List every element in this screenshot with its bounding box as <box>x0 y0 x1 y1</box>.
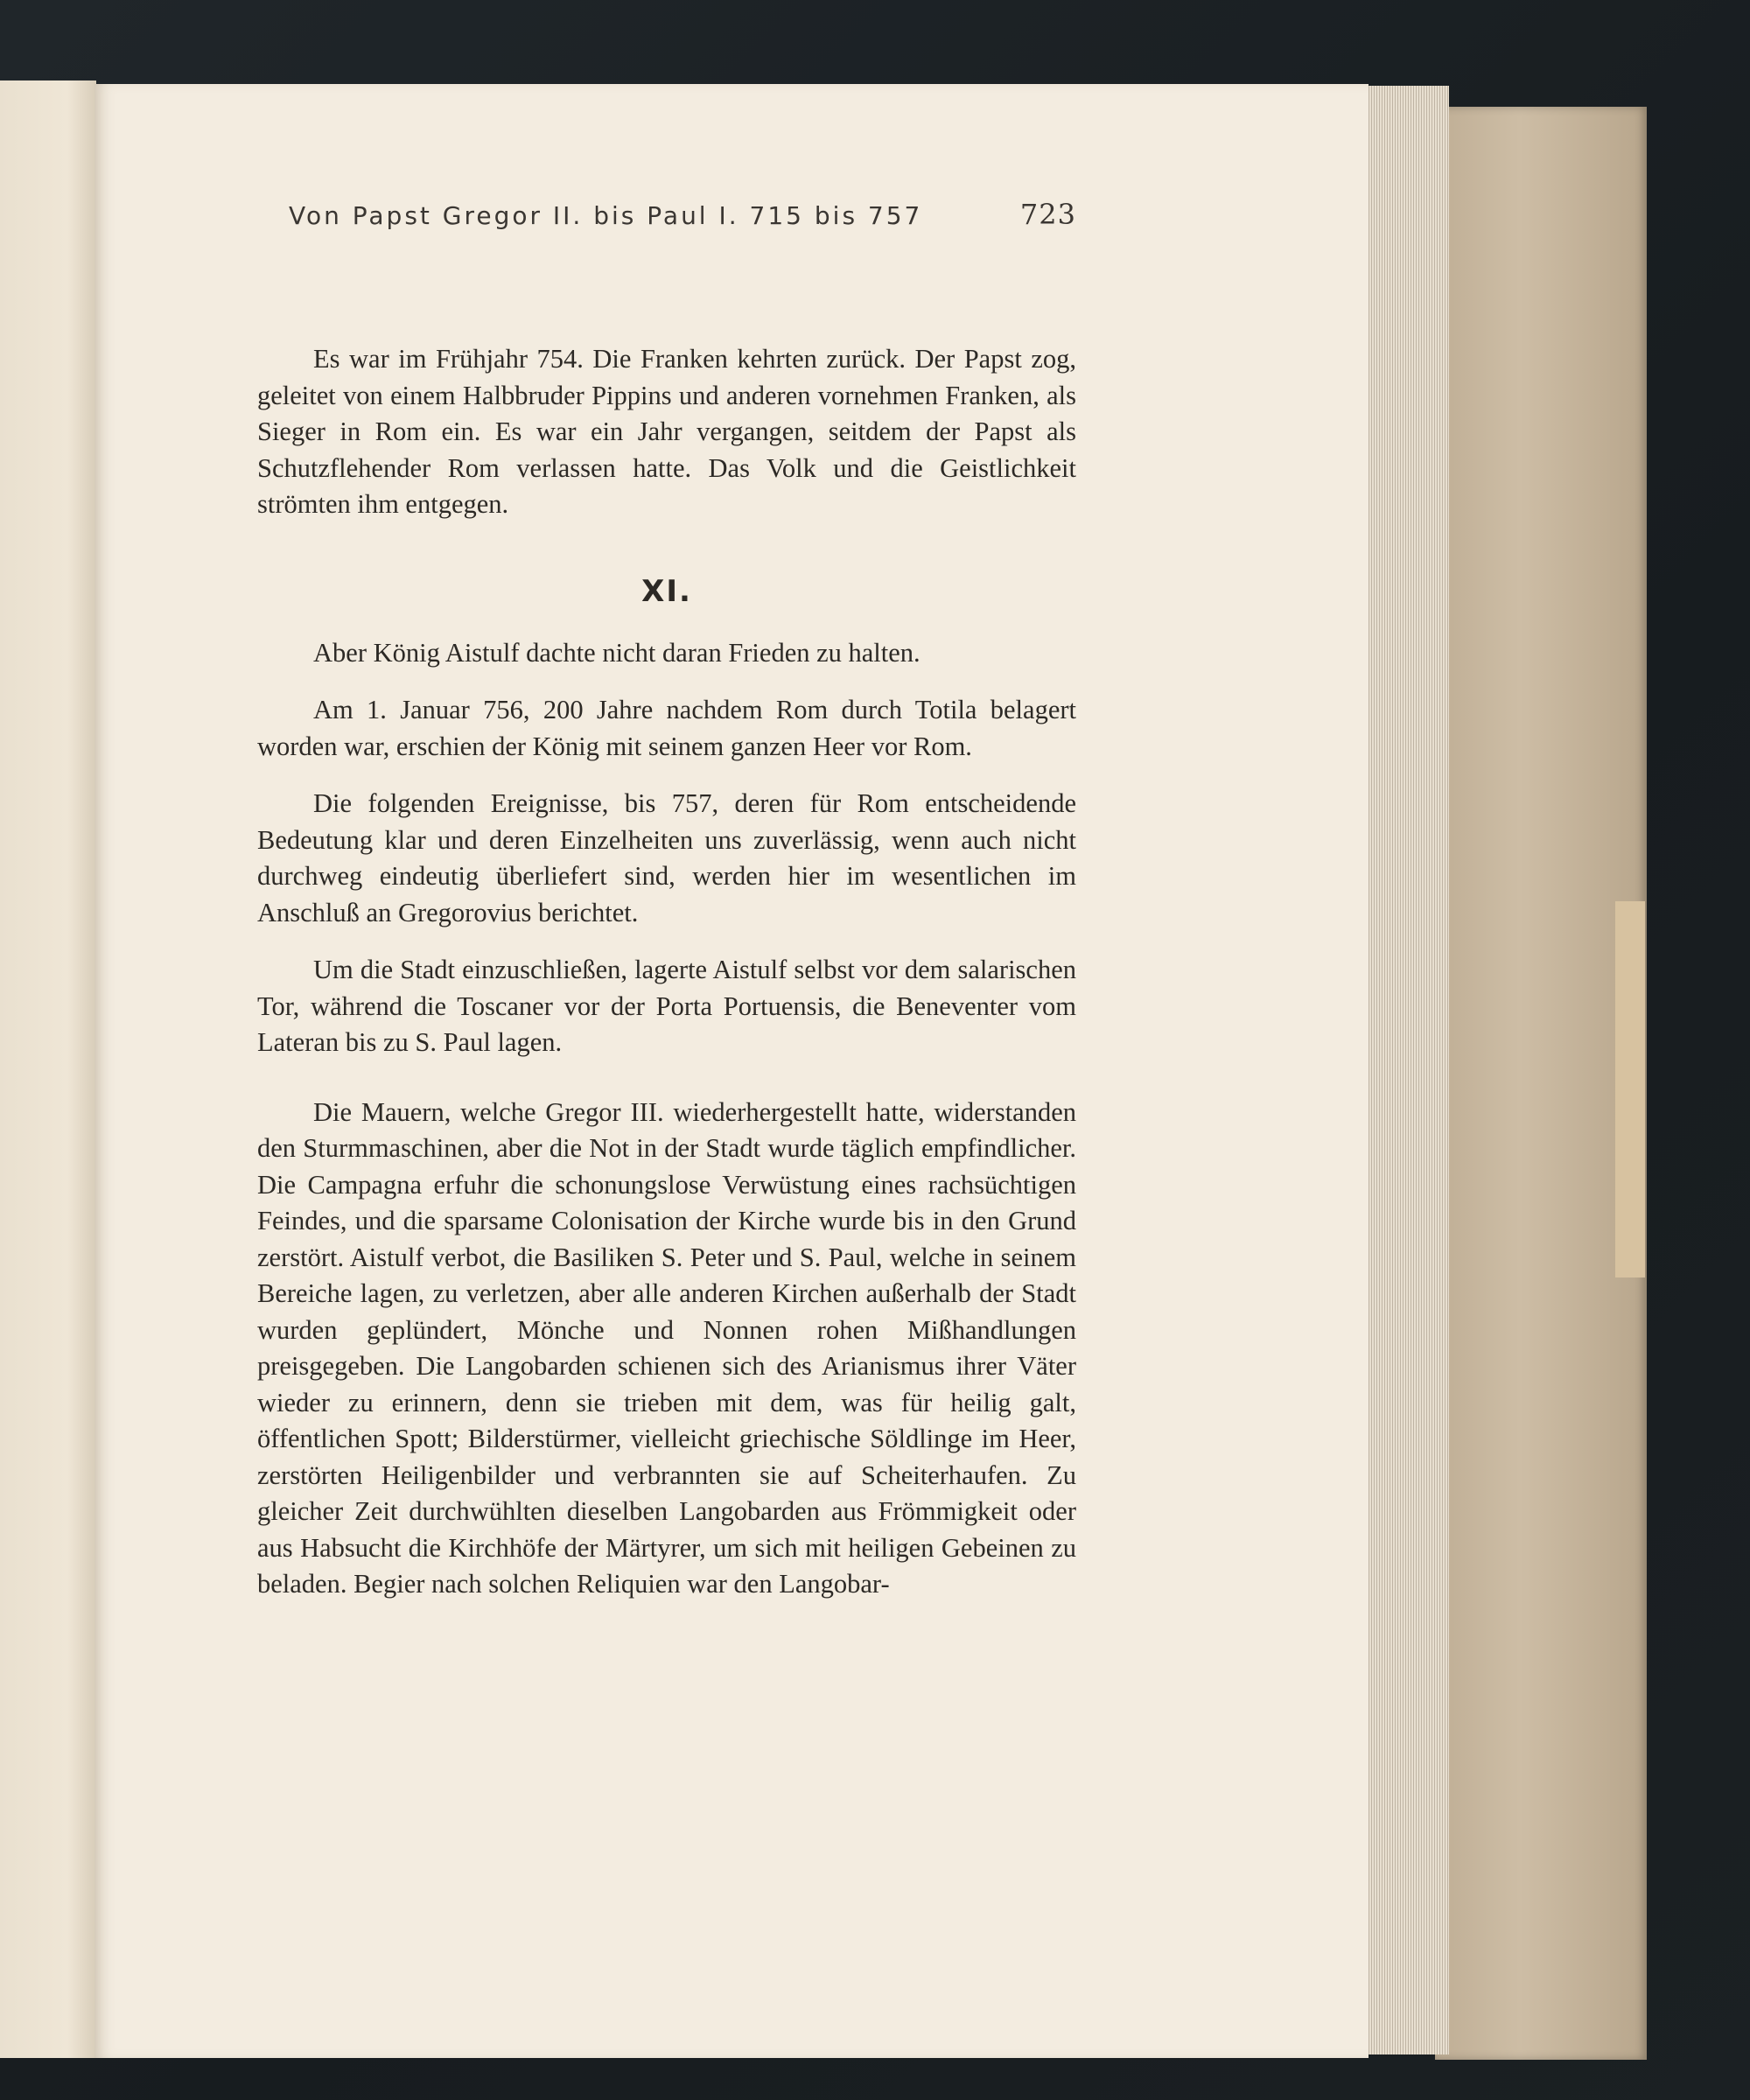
page-number: 723 <box>1019 198 1076 231</box>
paragraph: Es war im Frühjahr 754. Die Franken kehrten zurück. Der Papst zog, geleitet von einem Halbbruder Pippins und anderen vornehmen Franken, als Sieger in Rom ein. Es war ein Jahr vergangen, seitdem der Papst als Schutzflehender Rom verlassen hatte. Das Volk und die Geistlichkeit strömten ihm entgegen. <box>257 344 1076 519</box>
paragraph: Am 1. Januar 756, 200 Jahre nachdem Rom durch Totila belagert worden war, erschien der König mit seinem ganzen Heer vor Rom. <box>257 695 1076 761</box>
cover-label <box>1615 901 1645 1278</box>
left-page-edge <box>0 80 96 2058</box>
paragraph: Die folgenden Ereignisse, bis 757, deren für Rom entscheidende Bedeutung klar und deren Einzelheiten uns zuverlässig, wenn auch nicht durchweg eindeutig überliefert sind, werden hier im wesentlichen im Anschluß an Gregorovius berichtet. <box>257 788 1076 928</box>
page-edges <box>1362 86 1449 2054</box>
body-text <box>257 341 1076 1603</box>
paragraph: Die Mauern, welche Gregor III. wiederhergestellt hatte, widerstanden den Sturmmaschinen, aber die Not in der Stadt wurde täglich empfindlicher. Die Campagna erfuhr die schonungslose Verwüstung eines rachsüchtigen Feindes, und die sparsame Colonisation der Kirche wurde bis in den Grund zerstört. Aistulf verbot, die Basiliken S. Peter und S. Paul, welche in seinem Bereiche lagen, zu verletzen, aber alle anderen Kirchen außerhalb der Stadt wurden geplündert, Mönche und Nonnen rohen Mißhandlungen preisgegeben. Die Langobarden schienen sich des Arianismus ihrer Väter wieder zu erinnern, denn sie trieben mit dem, was für heilig galt, öffentlichen Spott; Bilderstürmer, vielleicht griechische Söldlinge im Heer, zerstörten Heiligenbilder und verbrannten sie auf Scheiterhaufen. Zu gleicher Zeit durchwühlten dieselben Langobarden aus Frömmigkeit oder aus Habsucht die Kirchhöfe der Märtyrer, um sich mit heiligen Gebeinen zu beladen. Begier nach solchen Reliquien war den Langobar- <box>257 1096 1076 1599</box>
section-heading: XI. <box>641 573 692 609</box>
paragraph: Um die Stadt einzuschließen, lagerte Aistulf selbst vor dem salarischen Tor, während die Toscaner vor der Porta Portuensis, die Beneventer vom Lateran bis zu S. Paul lagen. <box>257 955 1076 1057</box>
running-head <box>289 198 1076 231</box>
paragraph: Aber König Aistulf dachte nicht daran Frieden zu halten. <box>313 637 920 668</box>
running-title: Von Papst Gregor II. bis Paul I. 715 bis 757 <box>289 201 923 230</box>
